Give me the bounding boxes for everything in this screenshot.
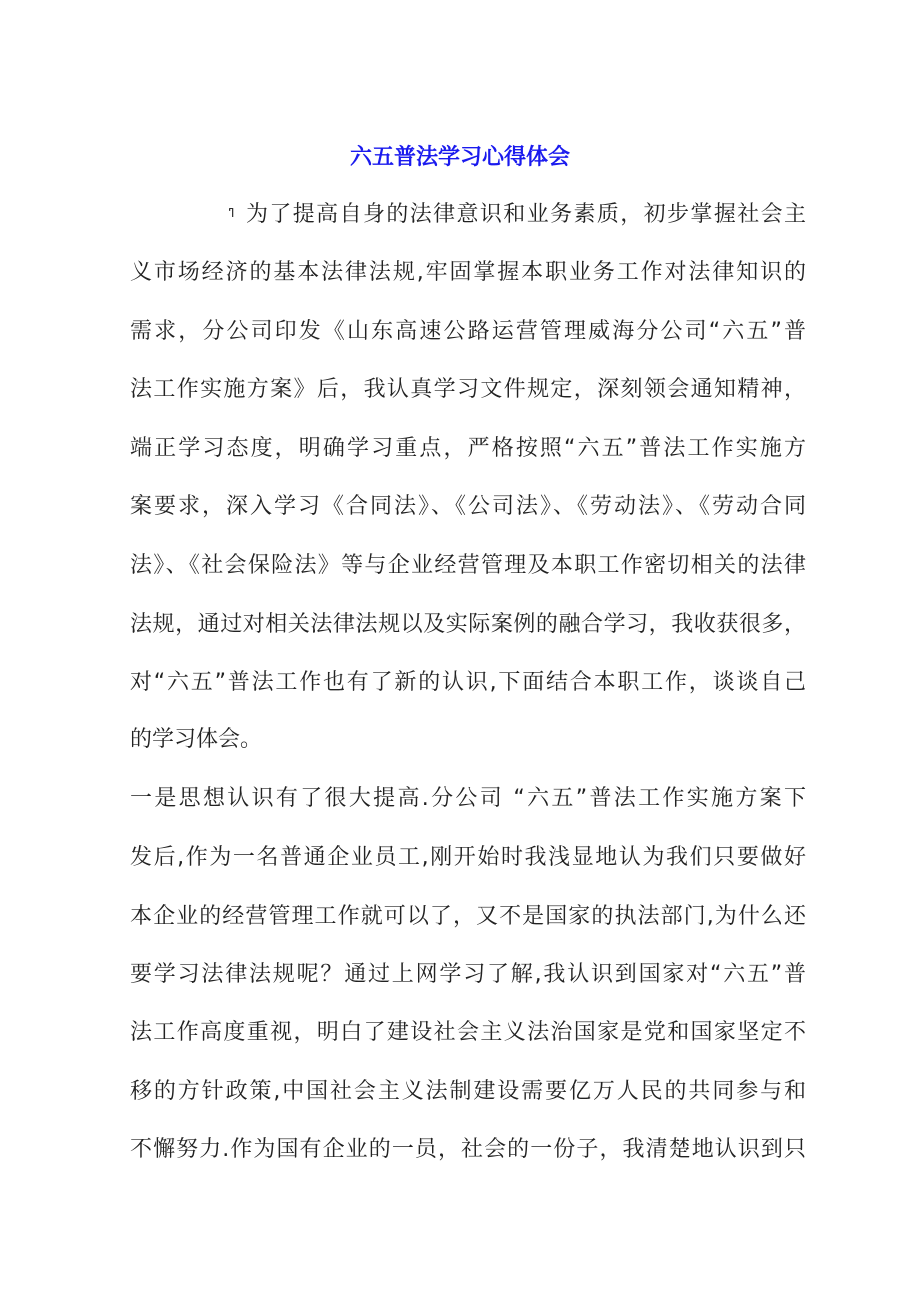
bullet-mark-icon: ߣ	[228, 206, 235, 220]
text-line: 法工作高度重视，明白了建设社会主义法治国家是党和国家坚定不	[130, 1020, 806, 1045]
text-line: 端正学习态度，明确学习重点，严格按照“六五”普法工作实施方	[130, 436, 806, 461]
text-line: 案要求，深入学习《合同法》、《公司法》、《劳动法》、《劳动合同	[130, 494, 806, 519]
text-line: 的学习体会。	[130, 727, 263, 752]
text-line: 移的方针政策,中国社会主义法制建设需要亿万人民的共同参与和	[130, 1079, 806, 1104]
text-line: 不懈努力.作为国有企业的一员，社会的一份子，我清楚地认识到只	[130, 1137, 806, 1162]
text-line: 法规，通过对相关法律法规以及实际案例的融合学习，我收获很多，	[130, 612, 806, 637]
text-line: 法》、《社会保险法》等与企业经营管理及本职工作密切相关的法律	[130, 553, 806, 578]
text-line: 对“六五”普法工作也有了新的认识,下面结合本职工作，谈谈自己	[130, 670, 806, 695]
text-line: 法工作实施方案》后，我认真学习文件规定，深刻领会通知精神，	[130, 377, 806, 402]
text-line: 本企业的经营管理工作就可以了，又不是国家的执法部门,为什么还	[130, 904, 806, 929]
text-line: 一是思想认识有了很大提高.分公司 “六五”普法工作实施方案下	[130, 786, 806, 811]
text-line: 为了提高自身的法律意识和业务素质，初步掌握社会主	[246, 202, 806, 227]
text-line: 义市场经济的基本法律法规,牢固掌握本职业务工作对法律知识的	[130, 260, 806, 285]
document-title: 六五普法学习心得体会	[349, 145, 570, 170]
text-line: 发后,作为一名普通企业员工,刚开始时我浅显地认为我们只要做好	[130, 845, 806, 870]
text-line: 要学习法律法规呢？通过上网学习了解,我认识到国家对“六五”普	[130, 962, 806, 987]
text-line: 需求，分公司印发《山东高速公路运营管理威海分公司“六五”普	[130, 319, 806, 344]
